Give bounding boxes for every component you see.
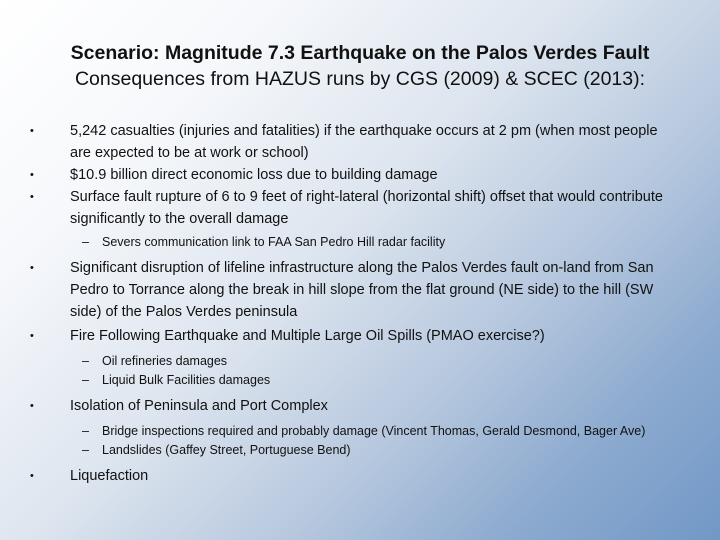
- subbullet-oil-refineries: [0, 353, 672, 370]
- bullet-dot: •: [30, 470, 34, 482]
- bullet-text: $10.9 billion direct economic loss due to building damage: [70, 167, 438, 183]
- bullet-dot: •: [30, 330, 34, 342]
- bullet-fault-rupture: [0, 186, 675, 230]
- bullet-text: 5,242 casualties (injuries and fatalities) if the earthquake occurs at 2 pm (when most people are expected to be at work or school): [70, 123, 658, 161]
- subbullet-text: Severs communication link to FAA San Pedro Hill radar facility: [102, 235, 446, 249]
- slide-title: [20, 40, 700, 92]
- subbullet-text: Liquid Bulk Facilities damages: [102, 373, 271, 387]
- bullet-text: Isolation of Peninsula and Port Complex: [70, 398, 328, 414]
- title-line-1: Scenario: Magnitude 7.3 Earthquake on the Palos Verdes Fault: [70, 42, 650, 64]
- bullet-text: Fire Following Earthquake and Multiple Large Oil Spills (PMAO exercise?): [70, 328, 545, 344]
- bullet-isolation: [0, 395, 675, 417]
- subbullet-dash: –: [82, 373, 89, 387]
- bullet-liquefaction: [0, 465, 675, 487]
- bullet-dot: •: [30, 191, 34, 203]
- bullet-list: [0, 120, 720, 487]
- bullet-dot: •: [30, 169, 34, 181]
- title-line-2: Consequences from HAZUS runs by CGS (2009) & SCEC (2013):: [74, 68, 646, 90]
- subbullet-dash: –: [82, 235, 89, 249]
- bullet-lifeline-disruption: [0, 257, 675, 323]
- bullet-casualties: [0, 120, 675, 164]
- subbullet-dash: –: [82, 424, 89, 438]
- subbullet-liquid-bulk: [0, 372, 672, 389]
- bullet-dot: •: [30, 262, 34, 274]
- bullet-text: Liquefaction: [70, 468, 149, 484]
- subbullet-text: Oil refineries damages: [102, 354, 228, 368]
- subbullet-dash: –: [82, 354, 89, 368]
- bullet-dot: •: [30, 125, 34, 137]
- subbullet-faa-radar: [0, 234, 672, 251]
- bullet-text: Surface fault rupture of 6 to 9 feet of right-lateral (horizontal shift) offset that would contribute significantly to the overall damage: [70, 189, 663, 227]
- bullet-fire-oil-spills: [0, 325, 675, 347]
- subbullet-bridge-inspections: [0, 423, 672, 440]
- bullet-economic-loss: [0, 164, 675, 186]
- subbullet-text: Landslides (Gaffey Street, Portuguese Bend): [102, 443, 351, 457]
- subbullet-text: Bridge inspections required and probably damage (Vincent Thomas, Gerald Desmond, Bager Ave): [102, 424, 646, 438]
- subbullet-landslides: [0, 442, 672, 459]
- bullet-text: Significant disruption of lifeline infrastructure along the Palos Verdes fault on-land from San Pedro to Torrance along the break in hill slope from the flat ground (NE side) to the hill (SW side) of the Palos Verdes peninsula: [70, 260, 654, 320]
- bullet-dot: •: [30, 400, 34, 412]
- subbullet-dash: –: [82, 443, 89, 457]
